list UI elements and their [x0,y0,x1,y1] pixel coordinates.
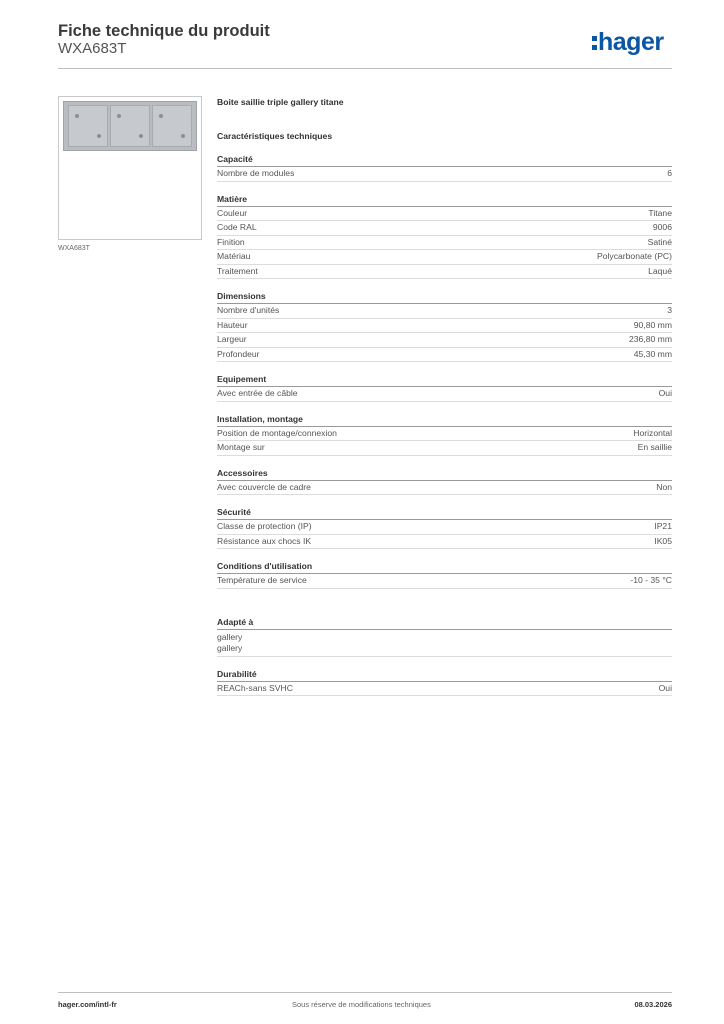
header-divider [58,68,672,69]
section-title: Dimensions [217,290,672,304]
page-footer [58,992,672,1010]
spec-value: Laqué [648,265,672,276]
spec-label: Traitement [217,265,258,276]
spec-value: 236,80 mm [629,334,672,344]
spec-value: Oui [658,682,672,693]
footer-website-link[interactable]: hager.com/intl-fr [58,1000,117,1009]
spec-label: Nombre de modules [217,168,295,178]
spec-row [217,265,672,280]
spec-value: Polycarbonate (PC) [597,251,672,261]
footer-disclaimer: Sous réserve de modifications techniques [292,1000,431,1009]
box-compartment [152,105,192,147]
spec-value: IK05 [654,535,672,546]
spec-label: Nombre d'unités [217,305,280,315]
spec-value: En saillie [637,442,672,452]
spec-label: Hauteur [217,319,248,330]
spec-label: Classe de protection (IP) [217,521,312,531]
section-title: Durabilité [217,668,672,682]
spec-label: Montage sur [217,442,265,452]
box-compartment [110,105,150,147]
section-securite [217,506,672,549]
footer-date: 08.03.2026 [634,1000,672,1009]
page-title: Fiche technique du produit [58,22,270,40]
spec-value: IP21 [654,521,672,531]
spec-label: Température de service [217,575,307,585]
list-item: gallery [217,642,243,653]
hager-logo [592,28,664,56]
section-title: Accessoires [217,467,672,481]
spec-label: Résistance aux chocs IK [217,535,312,546]
spec-label: Avec entrée de câble [217,388,298,398]
spec-label: REACh-sans SVHC [217,682,293,693]
spec-value: -10 - 35 °C [630,575,672,585]
section-title: Adapté à [217,616,672,630]
spec-value: Non [656,481,672,492]
tech-heading: Caractéristiques techniques [217,131,333,141]
spec-label: Matériau [217,251,251,261]
section-durabilite [217,668,672,697]
spec-label: Couleur [217,207,248,218]
spec-value: 6 [667,168,672,178]
product-reference: WXA683T [58,40,127,57]
spec-label: Largeur [217,334,247,344]
spec-row [217,682,672,697]
spec-value: 45,30 mm [633,348,672,359]
logo-wordmark: hager [598,28,664,56]
spec-row [217,574,672,589]
spec-value: Horizontal [633,427,672,438]
spec-label: Finition [217,236,245,247]
spec-value: Titane [648,207,672,218]
section-title: Installation, montage [217,413,672,427]
spec-row [217,427,672,442]
spec-label: Code RAL [217,222,257,232]
compatible-list [217,630,672,657]
spec-row [217,250,672,265]
spec-label: Avec couvercle de cadre [217,481,311,492]
section-matiere [217,193,672,280]
spec-value: 90,80 mm [633,319,672,330]
spec-row [217,348,672,363]
section-capacite [217,153,672,182]
spec-row [217,236,672,251]
section-equipement [217,373,672,402]
spec-row [217,304,672,319]
spec-value: Oui [658,388,672,398]
spec-row [217,167,672,182]
spec-row [217,333,672,348]
spec-value: Satiné [647,236,672,247]
spec-row [217,441,672,456]
spec-content [217,96,672,696]
spec-label: Position de montage/connexion [217,427,337,438]
spec-row [217,535,672,550]
section-title: Equipement [217,373,672,387]
section-accessoires [217,467,672,496]
spec-row [217,319,672,334]
spec-label: Profondeur [217,348,260,359]
image-caption: WXA683T [58,245,90,252]
product-name: Boite saillie triple gallery titane [217,97,344,107]
section-title: Capacité [217,153,672,167]
spec-value: 3 [667,305,672,315]
spec-row [217,207,672,222]
spec-value: 9006 [652,222,672,232]
section-conditions [217,560,672,589]
section-dimensions [217,290,672,362]
section-adapte [217,616,672,657]
spec-row [217,387,672,402]
list-item: gallery [217,631,243,642]
section-title: Matière [217,193,672,207]
spec-row [217,520,672,535]
triple-box-illustration [63,101,197,151]
section-title: Sécurité [217,506,672,520]
section-title: Conditions d'utilisation [217,560,672,574]
spec-row [217,221,672,236]
product-image [58,96,202,240]
logo-colon-icon [592,34,597,51]
section-installation [217,413,672,456]
box-compartment [68,105,108,147]
spec-row [217,481,672,496]
